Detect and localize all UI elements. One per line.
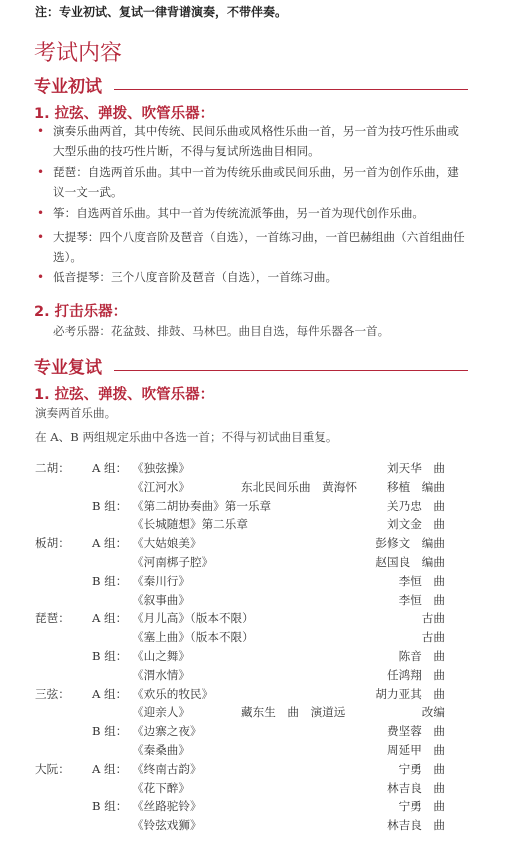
composer-cell: 周延甲 曲 xyxy=(387,743,445,757)
composer-cell: 李恒 曲 xyxy=(398,573,445,588)
composer-cell: 任鸿翔 曲 xyxy=(387,667,445,682)
table-row xyxy=(35,761,445,779)
composer-cell: 陈音 曲 xyxy=(398,649,445,663)
table-row xyxy=(35,780,445,798)
group-cell: A 组： xyxy=(92,611,128,626)
section-divider xyxy=(114,370,468,371)
table-row xyxy=(35,648,445,666)
table-row xyxy=(35,460,445,478)
piece-cell: 《河南梆子腔》 xyxy=(132,555,214,569)
table-row xyxy=(35,798,445,816)
composer-cell: 改编 xyxy=(421,705,445,720)
retest-category-1: 1. 拉弦、弹拨、吹管乐器： xyxy=(34,387,215,403)
section-initial-heading: 专业初试 xyxy=(34,77,102,97)
group-cell: B 组： xyxy=(92,724,128,739)
section-initial xyxy=(34,72,468,97)
piece-cell: 《丝路驼铃》 xyxy=(132,799,202,814)
piece-cell: 《欢乐的牧民》 xyxy=(132,686,214,701)
composer-cell: 赵国良 编曲 xyxy=(375,555,445,569)
composer-cell: 林吉良 曲 xyxy=(387,818,445,833)
table-row xyxy=(35,817,445,835)
group-cell: A 组： xyxy=(92,761,128,776)
piece-cell: 《叙事曲》 xyxy=(132,592,190,607)
table-row xyxy=(35,742,445,760)
bullet-icon: • xyxy=(37,124,45,138)
composer-cell: 古曲 xyxy=(421,630,445,645)
arranger-cell: 东北民间乐曲 黄海怀 xyxy=(241,479,357,494)
instrument-cell: 三弦： xyxy=(35,686,70,701)
piece-cell: 《秦川行》 xyxy=(132,573,190,588)
section-divider xyxy=(114,89,468,90)
group-cell: B 组： xyxy=(92,799,128,814)
composer-cell: 胡力亚其 曲 xyxy=(375,686,445,701)
table-row xyxy=(35,667,445,685)
composer-cell: 宁勇 曲 xyxy=(398,799,445,814)
list-item: • 低音提琴：三个八度音阶及琶音（自选），一首练习曲。 xyxy=(37,268,469,288)
piece-cell: 《大姑娘美》 xyxy=(132,536,202,551)
composer-cell: 刘天华 曲 xyxy=(387,461,445,475)
group-cell: A 组： xyxy=(92,461,128,475)
table-row xyxy=(35,554,445,572)
table-row xyxy=(35,704,445,722)
initial-category-1: 1. 拉弦、弹拨、吹管乐器： xyxy=(34,106,215,122)
retest-para-1: 演奏两首乐曲。 xyxy=(35,406,117,420)
composer-cell: 李恒 曲 xyxy=(398,592,445,607)
table-row xyxy=(35,573,445,591)
group-cell: B 组： xyxy=(92,573,128,588)
piece-cell: 《长城随想》第二乐章 xyxy=(132,517,248,532)
list-item: • 琵琶：自选两首乐曲。其中一首为传统乐曲或民间乐曲，另一首为创作乐曲，建议一文一武。 xyxy=(37,165,459,199)
piece-cell: 《塞上曲》（版本不限） xyxy=(132,630,254,645)
piece-cell: 《终南古韵》 xyxy=(132,761,202,776)
table-row xyxy=(35,535,445,553)
composer-cell: 林吉良 曲 xyxy=(387,780,445,795)
table-row xyxy=(35,479,445,497)
piece-cell: 《迎亲人》 xyxy=(132,705,190,720)
initial-category-2: 2. 打击乐器： xyxy=(34,304,128,320)
section-retest xyxy=(34,353,468,378)
retest-para-2: 在 A、B 两组规定乐曲中各选一首；不得与初试曲目重复。 xyxy=(35,430,338,444)
bullet-icon: • xyxy=(37,165,45,179)
table-row xyxy=(35,592,445,610)
table-row xyxy=(35,629,445,647)
piece-cell: 《边寨之夜》 xyxy=(132,724,202,739)
bullet-icon: • xyxy=(37,230,45,244)
list-item: • 筝：自选两首乐曲。其中一首为传统流派筝曲，另一首为现代创作乐曲。 xyxy=(37,204,469,224)
table-row xyxy=(35,610,445,628)
group-cell: B 组： xyxy=(92,498,128,513)
list-item: • 大提琴：四个八度音阶及琶音（自选），一首练习曲，一首巴赫组曲（六首组曲任选）。 xyxy=(37,230,465,264)
table-row xyxy=(35,516,445,534)
composer-cell: 古曲 xyxy=(421,611,445,626)
arranger-cell: 藏东生 曲 演道远 xyxy=(241,705,346,720)
composer-cell: 宁勇 曲 xyxy=(398,761,445,776)
instrument-cell: 板胡： xyxy=(35,536,70,551)
piece-cell: 《独弦操》 xyxy=(132,461,190,475)
exam-note: 注：专业初试、复试一律背谱演奏，不带伴奏。 xyxy=(35,5,288,19)
list-item: • 演奏乐曲两首，其中传统、民间乐曲或风格性乐曲一首，另一首为技巧性乐曲或大型乐曲的技巧性片断，不得与复试所选曲目相同。 xyxy=(37,124,459,158)
piece-cell: 《江河水》 xyxy=(132,479,190,494)
composer-cell: 费坚蓉 曲 xyxy=(387,724,445,739)
piece-cell: 《花下醉》 xyxy=(132,780,190,795)
group-cell: A 组： xyxy=(92,536,128,551)
instrument-cell: 大阮： xyxy=(35,761,70,776)
group-cell: A 组： xyxy=(92,686,128,701)
instrument-cell: 琵琶： xyxy=(35,611,70,626)
section-retest-heading: 专业复试 xyxy=(34,358,102,378)
composer-cell: 彭修文 编曲 xyxy=(375,536,445,551)
piece-cell: 《月儿高》（版本不限） xyxy=(132,611,254,626)
instrument-cell: 二胡： xyxy=(35,461,70,475)
composer-cell: 移植 编曲 xyxy=(387,479,445,494)
bullet-icon: • xyxy=(37,270,45,284)
piece-cell: 《山之舞》 xyxy=(132,649,190,663)
composer-cell: 关乃忠 曲 xyxy=(387,498,445,513)
group-cell: B 组： xyxy=(92,649,128,663)
table-row xyxy=(35,723,445,741)
piece-cell: 《秦桑曲》 xyxy=(132,743,190,757)
bullet-icon: • xyxy=(37,206,45,220)
table-row xyxy=(35,686,445,704)
percussion-text: 必考乐器：花盆鼓、排鼓、马林巴。曲目自选，每件乐器各一首。 xyxy=(53,324,390,338)
piece-cell: 《铃弦戏狮》 xyxy=(132,818,202,833)
piece-cell: 《渭水情》 xyxy=(132,667,190,682)
table-row xyxy=(35,498,445,516)
piece-cell: 《第二胡协奏曲》第一乐章 xyxy=(132,498,272,513)
page-title: 考试内容 xyxy=(34,41,123,66)
composer-cell: 刘文金 曲 xyxy=(387,517,445,532)
